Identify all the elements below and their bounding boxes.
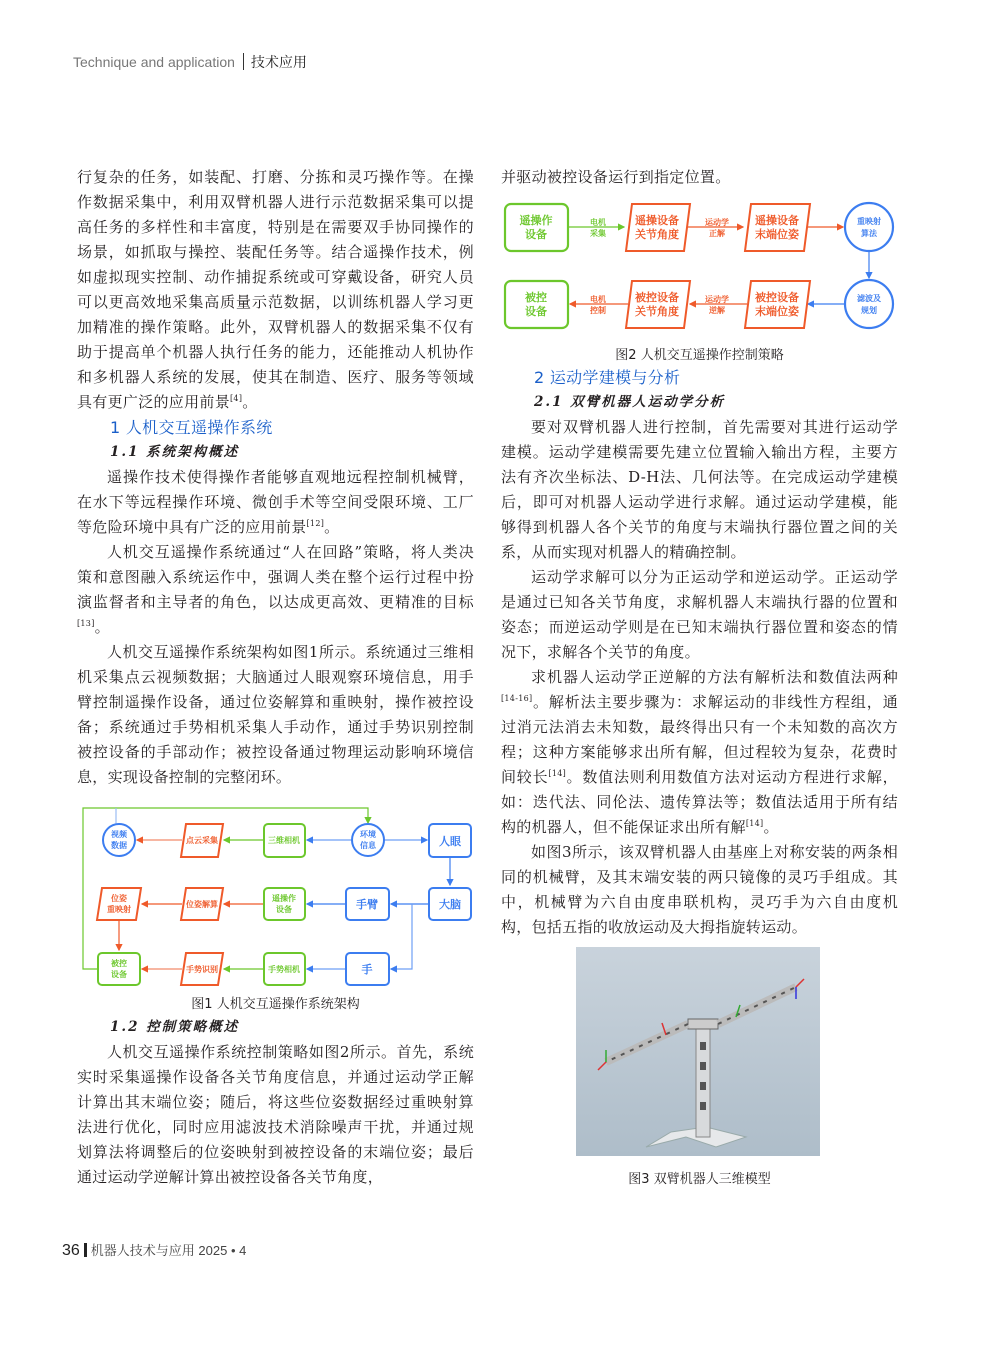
page-footer [62, 1240, 246, 1260]
svg-text:数据: 数据 [111, 841, 127, 850]
svg-text:手臂: 手臂 [356, 898, 378, 911]
pose-remap-node [97, 888, 141, 920]
f2-remap-node [845, 203, 893, 251]
svg-text:三维相机: 三维相机 [268, 836, 300, 845]
svg-text:手势相机: 手势相机 [268, 965, 300, 974]
svg-text:关节角度: 关节角度 [635, 305, 679, 318]
paragraph: 遥操作技术使得操作者能够直观地远程控制机械臂，在水下等远程操作环境、微创手术等空间受限环境、工厂等危险环境中具有广泛的应用前景[12]。 [77, 468, 474, 536]
paragraph: 运动学求解可以分为正运动学和逆运动学。正运动学是通过已知各关节角度，求解机器人末端执行器的位置和姿态；而逆运动学则是在已知末端执行器位置和姿态的情况下，求解各个关节的角度。 [501, 568, 898, 661]
paragraph: 如图3所示，该双臂机器人由基座上对称安装的两条相同的机械臂，及其末端安装的两只镜像的灵巧手组成。其中，机械臂为六自由度串联机构，灵巧手为六自由度机构，包括五指的收放运动及大拇指旋转运动。 [501, 843, 898, 936]
svg-text:规划: 规划 [861, 306, 877, 315]
figure-3-robot-model-image [576, 947, 820, 1156]
section-heading: 2 运动学建模与分析 [534, 368, 681, 387]
svg-text:信息: 信息 [360, 841, 376, 850]
svg-text:位姿: 位姿 [111, 894, 127, 903]
svg-text:手势识别: 手势识别 [186, 965, 218, 974]
env-info-node [352, 824, 384, 856]
journal-name: 机器人技术与应用 2025 • 4 [90, 1243, 247, 1258]
paragraph: 人机交互遥操作系统通过“人在回路”策略，将人类决策和意图融入系统运作中，强调人类在整个运行过程中扮演监督者和主导者的角色，以达成更高效、更精准的目标[13]。 [77, 543, 474, 636]
figure-1-caption: 图1 人机交互遥操作系统架构 [191, 997, 360, 1012]
svg-text:正解: 正解 [709, 229, 725, 238]
svg-text:末端位姿: 末端位姿 [755, 228, 799, 241]
svg-text:被控: 被控 [111, 959, 127, 968]
svg-text:逆解: 逆解 [709, 306, 725, 315]
svg-text:遥操作: 遥操作 [519, 214, 553, 227]
teleop-device-node [264, 888, 305, 920]
svg-text:位姿解算: 位姿解算 [186, 900, 218, 909]
svg-text:设备: 设备 [276, 905, 292, 914]
svg-text:运动学: 运动学 [705, 218, 729, 227]
paragraph: 并驱动被控设备运行到指定位置。 [501, 168, 731, 186]
svg-text:被控设备: 被控设备 [635, 291, 679, 304]
svg-text:电机: 电机 [590, 218, 606, 227]
f2-filter-node [845, 280, 893, 328]
right-column [501, 365, 898, 940]
subsection-heading: 2.1 双臂机器人运动学分析 [534, 394, 726, 410]
citation: [14-16] [501, 694, 533, 703]
svg-text:人眼: 人眼 [439, 835, 461, 848]
svg-text:采集: 采集 [590, 229, 606, 238]
citation: [12] [306, 519, 325, 528]
paragraph: 人机交互遥操作系统控制策略如图2所示。首先，系统实时采集遥操作设备各关节角度信息，并通过运动学正解计算出其末端位姿；随后，将这些位姿数据经过重映射算法进行优化，同时应用滤波技术消除噪声干扰，并通过规划算法将调整后的位姿映射到被控设备的末端位姿；最后通过运动学逆解计算出被控设备各关节角度， [77, 1043, 474, 1186]
svg-text:运动学: 运动学 [705, 295, 729, 304]
citation: [13] [77, 619, 95, 628]
svg-text:大脑: 大脑 [439, 898, 461, 911]
right-column-top [501, 165, 898, 190]
paragraph: 要对双臂机器人进行控制，首先需要对其进行运动学建模。运动学建模需要先建立位置输入输出方程，主要方法有齐次坐标法、D-H法、几何法等。在完成运动学建模后，即可对机器人运动学进行求解。通过运动学建模，能够得到机器人各个关节的角度与末端执行器位置之间的关系，从而实现对机器人的精确控制。 [501, 418, 898, 561]
svg-text:算法: 算法 [861, 229, 877, 238]
svg-text:视频: 视频 [111, 830, 127, 839]
header-cn: 技术应用 [250, 55, 307, 71]
svg-text:滤波及: 滤波及 [857, 294, 881, 303]
section-heading: 1 人机交互遥操作系统 [110, 418, 273, 437]
svg-text:遥操设备: 遥操设备 [755, 214, 799, 227]
subsection-heading: 1.1 系统架构概述 [110, 444, 240, 460]
svg-text:手: 手 [361, 963, 373, 976]
svg-text:重映射: 重映射 [857, 217, 881, 226]
figure-3-caption: 图3 双臂机器人三维模型 [628, 1172, 771, 1187]
citation: [14] [548, 769, 567, 778]
video-data-node [103, 824, 135, 856]
svg-text:设备: 设备 [525, 228, 547, 241]
paragraph: 行复杂的任务，如装配、打磨、分拣和灵巧操作等。在操作数据采集中，利用双臂机器人进行示范数据采集可以提高任务的多样性和丰富度，特别是在需要双手协同操作的场景，如抓取与操控、装配任务等。结合遥操作技术，例如虚拟现实控制、动作捕捉系统或可穿戴设备，研究人员可以更高效地采集高质量示范数据，以训练机器人学习更加精准的操作策略。此外，双臂机器人的数据采集不仅有助于提高单个机器人执行任务的能力，还能推动人机协作和多机器人系统的发展，使其在制造、医疗、服务等领域具有更广泛的应用前景[4]。 [77, 168, 474, 411]
paragraph: 人机交互遥操作系统架构如图1所示。系统通过三维相机采集点云视频数据；大脑通过人眼观察环境信息，用手臂控制遥操作设备，通过位姿解算和重映射，操作被控设备；系统通过手势相机采集人手动作，通过手势识别控制被控设备的手部动作；被控设备通过物理运动影响环境信息，实现设备控制的完整闭环。 [77, 643, 474, 786]
svg-text:电机: 电机 [590, 295, 606, 304]
svg-text:设备: 设备 [525, 305, 547, 318]
svg-text:控制: 控制 [590, 306, 606, 315]
robot-model-icon [576, 947, 820, 1156]
subsection-heading: 1.2 控制策略概述 [110, 1019, 240, 1035]
svg-text:遥操作: 遥操作 [272, 894, 296, 903]
header-en: Technique and application [73, 54, 235, 70]
svg-text:被控: 被控 [525, 291, 547, 304]
svg-text:关节角度: 关节角度 [635, 228, 679, 241]
svg-text:被控设备: 被控设备 [755, 291, 799, 304]
svg-text:末端位姿: 末端位姿 [755, 305, 799, 318]
controlled-device-node [98, 953, 140, 985]
citation: [4] [230, 394, 243, 403]
svg-text:设备: 设备 [111, 970, 127, 979]
svg-text:重映射: 重映射 [107, 905, 131, 914]
citation: [14] [745, 819, 764, 828]
svg-text:环境: 环境 [360, 830, 376, 839]
paragraph: 求机器人运动学正逆解的方法有解析法和数值法两种[14-16]。解析法主要步骤为：求解运动的非线性方程组，通过消元法消去未知数，最终得出只有一个未知数的高次方程；这种方案能够求出所有解，但过程较为复杂，花费时间较长[14]。数值法则利用数值方法对运动方程进行求解，如：迭代法、同伦法、遗传算法等；数值法适用于所有结构的机器人，但不能保证求出所有解[14]。 [501, 668, 898, 836]
left-column-lower [77, 1015, 474, 1190]
svg-text:遥操设备: 遥操设备 [635, 214, 679, 227]
figure-2-caption: 图2 人机交互遥操作控制策略 [615, 348, 784, 363]
page-number: 36 [62, 1242, 80, 1259]
svg-text:点云采集: 点云采集 [186, 836, 218, 845]
